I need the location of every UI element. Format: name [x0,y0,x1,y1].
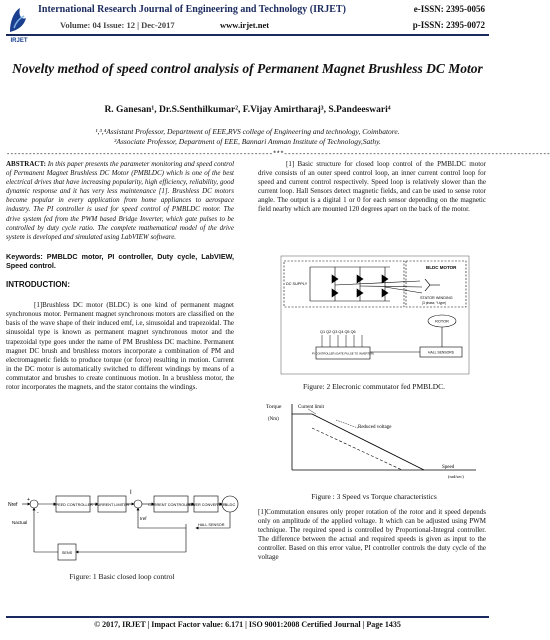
sens-label: SENS [61,551,73,555]
footer-rule [6,616,489,618]
intro-paragraph: [1]Brushless DC motor (BLDC) is one kind of permanent magnet synchronous motor. Permanent magnet synchronous motors are classified on the basis of the wave shape of their induced emf, i.e, sinusoidal and trapezoidal. The sinusoidal type is known as permanent magnet synchronous motor and the trapezoidal type goes under the name of PM Brushless DC machine. Permanent magnet DC brush and brushless motors incorporate a combination of PM and electromagnetic fields to produce torque (or force) resulting in motion. Current in the DC motor is automatically switched to different windings by means of a commutator and brushes to create continuous motion. In a brushless motor, the rotor incorporates the magnets, and the stator contains the windings. [6,301,234,391]
header-rule [6,34,489,36]
journal-title: International Research Journal of Engineering and Technology (IRJET) [38,4,346,15]
intro-heading: INTRODUCTION: [6,280,70,290]
paper-authors: R. Ganesan¹, Dr.S.Senthilkumar², F.Vijay Amirtharaj³, S.Pandeeswari⁴ [104,105,391,115]
logo-text: IRJET [10,38,28,44]
hall-sensors-label: HALL SENSORS [428,350,454,355]
abstract-label: ABSTRACT: [6,160,46,168]
torque-label: Torque [266,404,282,410]
rad-label: (rad/sec) [448,474,464,479]
stator-label: STATOR WINDING [420,296,453,300]
abstract-text: In this paper presents the parameter monitoring and speed control of Permanent Magnet Brushless DC Motor (PMBLDC) which is one of the best electrical drives that have increasing popularity, high efficiency, reliability, good dynamic response and it has very less maintenance [1]. Brushless DC motors become popular in every application from home appliances to aerospace industry. The PI controller is used for speed control of PMBLDC motor. The drive system fed from the PWM based Bridge Inverter, which gate pulses to be controlled by duty cycle ratio. The complete mathematical model of the drive system is developed and simulated using LabVIEW software. [6,160,235,241]
journal-website[interactable]: www.irjet.net [220,20,270,30]
figure-2-caption: Figure: 2 Elecronic commutator fed PMBLDC. [302,382,446,391]
figure-3-chart [262,398,484,484]
keywords: Keywords: PMBLDC motor, PI controller, Duty cycle, LabVIEW, Speed control. [6,251,234,270]
affiliation-2: ²Associate Professor, Department of EEE, Bannari Amman Institute of Technology,Sathy. [114,137,381,146]
dc-supply-label: DC SUPPLY [286,282,308,286]
page-footer: © 2017, IRJET | Impact Factor value: 6.171 | ISO 9001:2008 Certified Journal | Page 1435 [94,620,401,629]
nref-label: Nref [8,502,18,508]
pi-controller-label: PI CONTROLLER (GATE PULSE TO INVERTER) [312,351,374,356]
nm-label: (Nm) [268,417,279,422]
gate-labels: Q1 Q2 Q3 Q4 Q5 Q6 [320,330,356,334]
summing-junction-1 [30,500,38,508]
speed-label: Speed [442,465,455,470]
reduced-voltage-curve [312,428,402,470]
e-issn: e-ISSN: 2395-0056 [413,4,485,14]
irjet-logo-icon [6,6,30,36]
i-label: I [130,490,132,496]
left-column [6,160,234,392]
rated-voltage-curve [312,414,424,470]
stator-sub-label: (3 phase, Y-type) [422,301,447,305]
volume-issue: Volume: 04 Issue: 12 | Dec-2017 [60,20,175,30]
figure-1-diagram [6,488,238,570]
section-separator: ------------------------------------------------------------------------***------------------------------------------------------------------------ [6,151,550,159]
bldc-motor-label: BLDC MOTOR [426,265,457,270]
plus-sign: + [27,497,30,503]
nactual-label: Nactual [12,520,28,525]
bldc-label: BLDC [224,502,236,507]
abstract [6,160,234,242]
current-controller-label: CURRENT CONTROLLER [148,503,194,507]
reduced-voltage-label: Reduced voltage [358,425,392,430]
structure-paragraph: [1] Basic structure for closed loop control of the PMBLDC motor drive consists of an outer speed control loop, an inner current control loop for speed and current control respectively. Speed loop is relatively slower than the current loop. Hall Sensors detect magnetic fields, and can be used to sense rotor angle. The output is a digital 1 or 0 for each sensor depending on the magnetic field nearby which are mounted 120 degrees apart on the back of the motor. [258,160,486,214]
current-limit-label: Current limit [298,405,324,410]
paper-title: Novelty method of speed control analysis of Permanent Magnet Brushless DC Motor [12,61,483,76]
right-column-bottom [258,508,486,563]
minus-sign: - [37,510,39,516]
summing-junction-2 [134,500,142,508]
affiliation-1: ¹,³,⁴Assistant Professor, Department of EEE,RVS college of Engineering and technology, Coimbatore. [95,127,400,136]
commutation-paragraph: [1]Commutation ensures only proper rotation of the rotor and it speed depends only on amplitude of the applied voltage. It which can be adjusted using PWM technique. The required speed is controlled by Proportional-Integral controller. The difference between the actual and required speeds is given as input to the controller. Based on this error value, PI controller controls the duty cycle of the voltage [258,508,486,562]
figure-2-diagram [280,255,470,375]
iref-label: Iref [140,516,147,521]
p-issn: p-ISSN: 2395-0072 [412,20,485,30]
rotor-label: ROTOR [435,319,449,324]
figure-1-caption: Figure: 1 Basic closed loop control [69,572,175,581]
figure-3-caption: Figure : 3 Speed vs Torque characteristics [311,492,437,501]
power-converter-label: POWER CONVERTER [186,503,226,507]
hall-sensor-label: HALL SENSOR [198,523,225,527]
right-column-top [258,160,486,215]
current-limiter-label: CURRENT LIMITER [94,503,130,507]
affiliations [10,127,485,147]
speed-controller-label: SPEED CONTROLLER [53,503,93,507]
journal-header [0,0,495,50]
